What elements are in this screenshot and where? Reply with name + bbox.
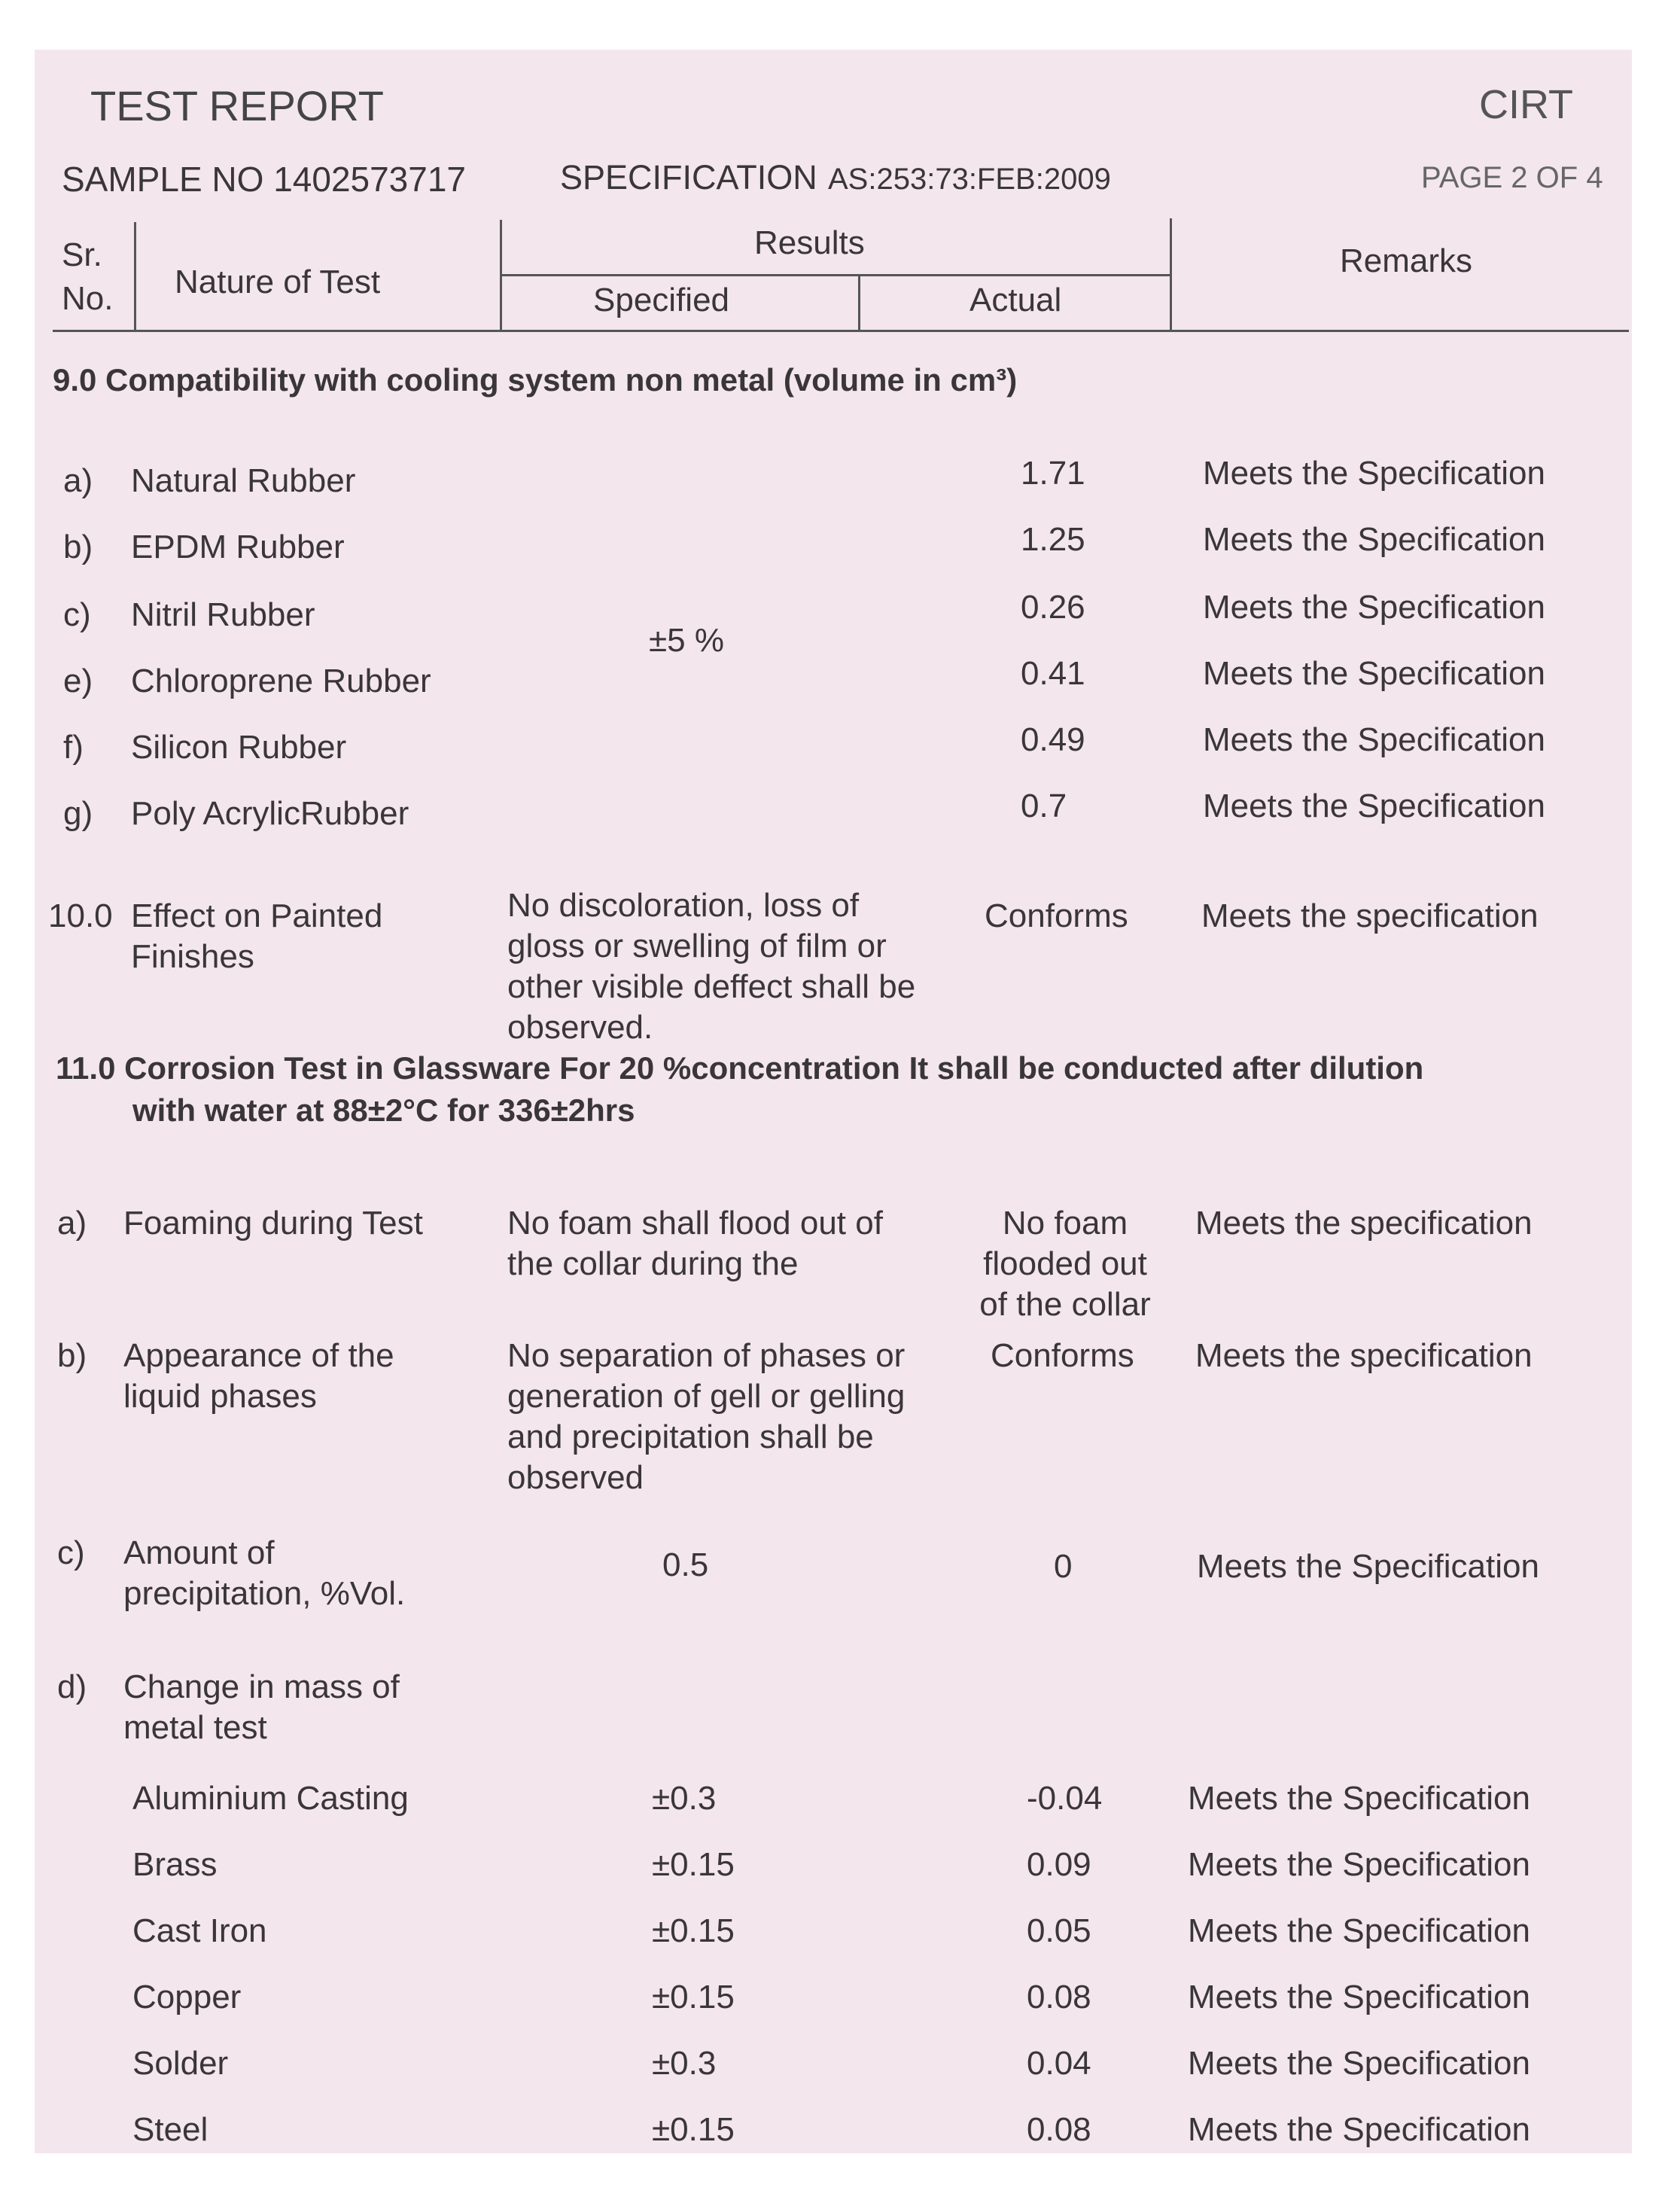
row-11a-spec: No foam shall flood out of the collar during the: [507, 1205, 883, 1282]
metal-remark: Meets the Specification: [1188, 2045, 1530, 2082]
header-no: No.: [62, 280, 114, 317]
header-divider-actual: [858, 276, 860, 331]
metal-spec: ±0.3: [652, 1780, 717, 1817]
s9-row-index: a): [63, 462, 93, 499]
metal-remark: Meets the Specification: [1188, 1780, 1530, 1817]
s9-row-actual: 0.7: [1021, 788, 1067, 824]
s9-row-remark: Meets the Specification: [1203, 655, 1545, 692]
s9-row-name: Nitril Rubber: [131, 596, 315, 633]
s9-row-name: Poly AcrylicRubber: [131, 795, 409, 832]
s9-row-actual: 1.25: [1021, 521, 1085, 558]
row-11a-index: a): [57, 1205, 87, 1242]
header-actual: Actual: [969, 282, 1062, 318]
header-nature-of-test: Nature of Test: [175, 264, 381, 300]
metal-spec: ±0.15: [652, 1846, 735, 1883]
org-name: CIRT: [1479, 82, 1574, 127]
s9-row-index: f): [63, 729, 84, 766]
metal-spec: ±0.15: [652, 1979, 735, 2015]
metal-remark: Meets the Specification: [1188, 2111, 1530, 2148]
section-11-heading-line2: with water at 88±2°C for 336±2hrs: [132, 1092, 635, 1128]
row-11a-name: Foaming during Test: [123, 1205, 423, 1242]
row-11b-remark: Meets the specification: [1195, 1337, 1533, 1374]
s9-row-name: EPDM Rubber: [131, 529, 345, 565]
header-remarks: Remarks: [1340, 242, 1473, 279]
s9-row-remark: Meets the Specification: [1203, 521, 1545, 558]
metal-spec: ±0.15: [652, 1912, 735, 1949]
page-number: PAGE 2 OF 4: [1421, 161, 1603, 194]
header-rule-results: [500, 274, 1171, 276]
section-9-heading: 9.0 Compatibility with cooling system non metal (volume in cm³): [53, 362, 1018, 398]
s9-row-name: Natural Rubber: [131, 462, 356, 499]
header-results: Results: [754, 224, 865, 261]
section-11-heading-line1: 11.0 Corrosion Test in Glassware For 20 %concentration It shall be conducted after dilution: [56, 1050, 1424, 1086]
metal-actual: 0.08: [1027, 1979, 1091, 2015]
row-11a-remark: Meets the specification: [1195, 1205, 1533, 1242]
metal-remark: Meets the Specification: [1188, 1912, 1530, 1949]
header-rule-bottom: [53, 330, 1629, 332]
row-11b-actual: Conforms: [991, 1337, 1134, 1374]
specification-value: AS:253:73:FEB:2009: [828, 163, 1111, 196]
s9-row-index: b): [63, 529, 93, 565]
metal-actual: 0.04: [1027, 2045, 1091, 2082]
s9-row-index: g): [63, 795, 93, 832]
specification-label: SPECIFICATION: [560, 158, 817, 197]
metal-name: Cast Iron: [132, 1912, 267, 1949]
s9-row-actual: 0.49: [1021, 721, 1085, 758]
row-11b-spec: No separation of phases or generation of gell or gelling and precipitation shall be observed: [507, 1337, 906, 1496]
section-10-remark: Meets the specification: [1201, 897, 1539, 934]
row-11c-name: Amount of precipitation, %Vol.: [123, 1534, 406, 1612]
metal-remark: Meets the Specification: [1188, 1846, 1530, 1883]
metal-name: Aluminium Casting: [132, 1780, 409, 1817]
metal-actual: 0.09: [1027, 1846, 1091, 1883]
row-11c-remark: Meets the Specification: [1197, 1548, 1539, 1585]
row-11a-actual: No foam flooded out of the collar: [979, 1205, 1151, 1323]
s9-row-name: Silicon Rubber: [131, 729, 347, 766]
section-10-spec: No discoloration, loss of gloss or swelling of film or other visible deffect shall be observed.: [507, 887, 916, 1046]
metal-name: Brass: [132, 1846, 218, 1883]
s9-row-remark: Meets the Specification: [1203, 788, 1545, 824]
metal-remark: Meets the Specification: [1188, 1979, 1530, 2015]
s9-row-remark: Meets the Specification: [1203, 721, 1545, 758]
metal-spec: ±0.15: [652, 2111, 735, 2148]
section-10-name: Effect on Painted Finishes: [131, 897, 383, 975]
metal-name: Steel: [132, 2111, 209, 2148]
header-sr: Sr.: [62, 236, 102, 273]
metal-name: Solder: [132, 2045, 229, 2082]
row-11d-name: Change in mass of metal test: [123, 1668, 400, 1746]
s9-row-actual: 0.41: [1021, 655, 1085, 692]
s9-row-actual: 0.26: [1021, 589, 1085, 626]
row-11d-index: d): [57, 1668, 87, 1705]
header-divider-sr: [134, 222, 136, 331]
section-9-spec: ±5 %: [649, 622, 724, 659]
metal-actual: -0.04: [1027, 1780, 1103, 1817]
s9-row-remark: Meets the Specification: [1203, 589, 1545, 626]
row-11c-index: c): [57, 1534, 85, 1571]
metal-actual: 0.05: [1027, 1912, 1091, 1949]
s9-row-name: Chloroprene Rubber: [131, 663, 431, 699]
s9-row-actual: 1.71: [1021, 455, 1085, 492]
row-11c-actual: 0: [1054, 1548, 1073, 1585]
metal-name: Copper: [132, 1979, 242, 2015]
s9-row-index: c): [63, 596, 91, 633]
section-10-actual: Conforms: [985, 897, 1128, 934]
sample-number: SAMPLE NO 1402573717: [62, 160, 467, 199]
s9-row-index: e): [63, 663, 93, 699]
metal-actual: 0.08: [1027, 2111, 1091, 2148]
row-11b-index: b): [57, 1337, 87, 1374]
report-title: TEST REPORT: [90, 82, 385, 129]
row-11b-name: Appearance of the liquid phases: [123, 1337, 394, 1415]
metal-spec: ±0.3: [652, 2045, 717, 2082]
row-11c-spec: 0.5: [662, 1546, 709, 1583]
s9-row-remark: Meets the Specification: [1203, 455, 1545, 492]
header-specified: Specified: [593, 282, 730, 318]
section-10-number: 10.0: [48, 897, 113, 934]
